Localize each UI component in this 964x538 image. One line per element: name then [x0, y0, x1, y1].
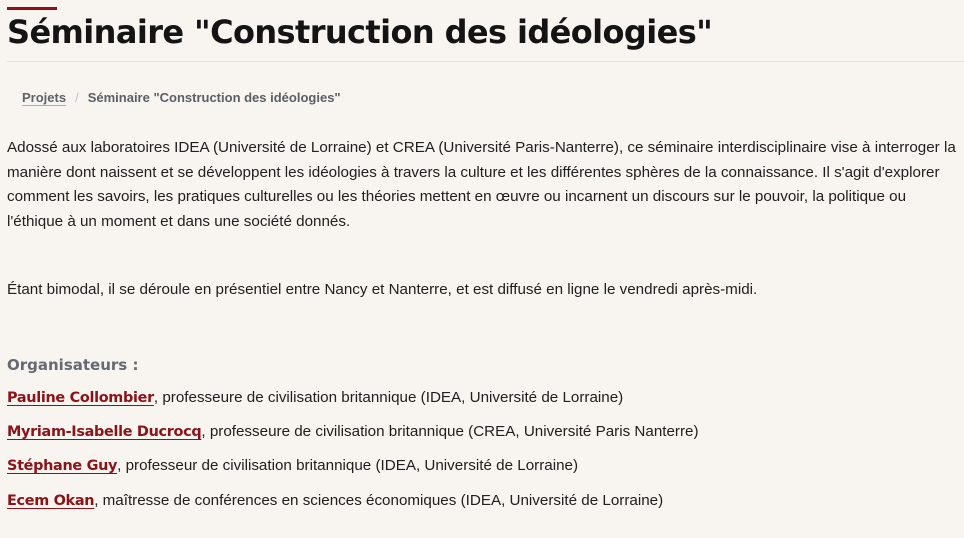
- modality-paragraph: Étant bimodal, il se déroule en présentiel entre Nancy et Nanterre, et est diffusé en ligne le vendredi après-midi.: [7, 281, 758, 298]
- breadcrumb-link-projets[interactable]: Projets: [22, 90, 67, 105]
- breadcrumb: [22, 89, 341, 107]
- organiser-item: [7, 387, 623, 409]
- organiser-link-stephane-guy[interactable]: Stéphane Guy: [7, 458, 118, 474]
- organisers-heading: Organisateurs :: [7, 356, 139, 374]
- organiser-link-ecem-okan[interactable]: Ecem Okan: [7, 493, 95, 509]
- intro-paragraph: Adossé aux laboratoires IDEA (Université de Lorraine) et CREA (Université Paris-Nanterre), ce séminaire interdisciplinaire vise à interroger la manière dont naissent et se développent les idéologies à travers la culture et les différentes sphères de la connaissance. Il s'agit d'explorer comment les savoirs, les pratiques culturelles ou les théories mettent en œuvre ou incarnent un discours sur le pouvoir, la politique ou l'éthique à un moment et dans une société donnés.: [7, 139, 956, 230]
- page-title: Séminaire "Construction des idéologies": [7, 13, 713, 51]
- organiser-item: [7, 455, 578, 477]
- organiser-link-myriam-isabelle-ducrocq[interactable]: Myriam-Isabelle Ducrocq: [7, 424, 202, 440]
- breadcrumb-current: Séminaire "Construction des idéologies": [87, 90, 341, 105]
- organiser-role: , professeure de civilisation britannique (IDEA, Université de Lorraine): [153, 389, 624, 406]
- organiser-item: [7, 490, 663, 512]
- organiser-role: , professeur de civilisation britannique (IDEA, Université de Lorraine): [117, 457, 579, 474]
- organiser-role: , maîtresse de conférences en sciences économiques (IDEA, Université de Lorraine): [94, 492, 664, 509]
- breadcrumb-separator: /: [75, 90, 79, 105]
- organiser-link-pauline-collombier[interactable]: Pauline Collombier: [7, 390, 154, 406]
- organiser-role: , professeure de civilisation britannique (CREA, Université Paris Nanterre): [201, 423, 699, 440]
- title-divider: [7, 61, 964, 62]
- title-accent-bar: [7, 7, 57, 10]
- organiser-item: [7, 421, 699, 443]
